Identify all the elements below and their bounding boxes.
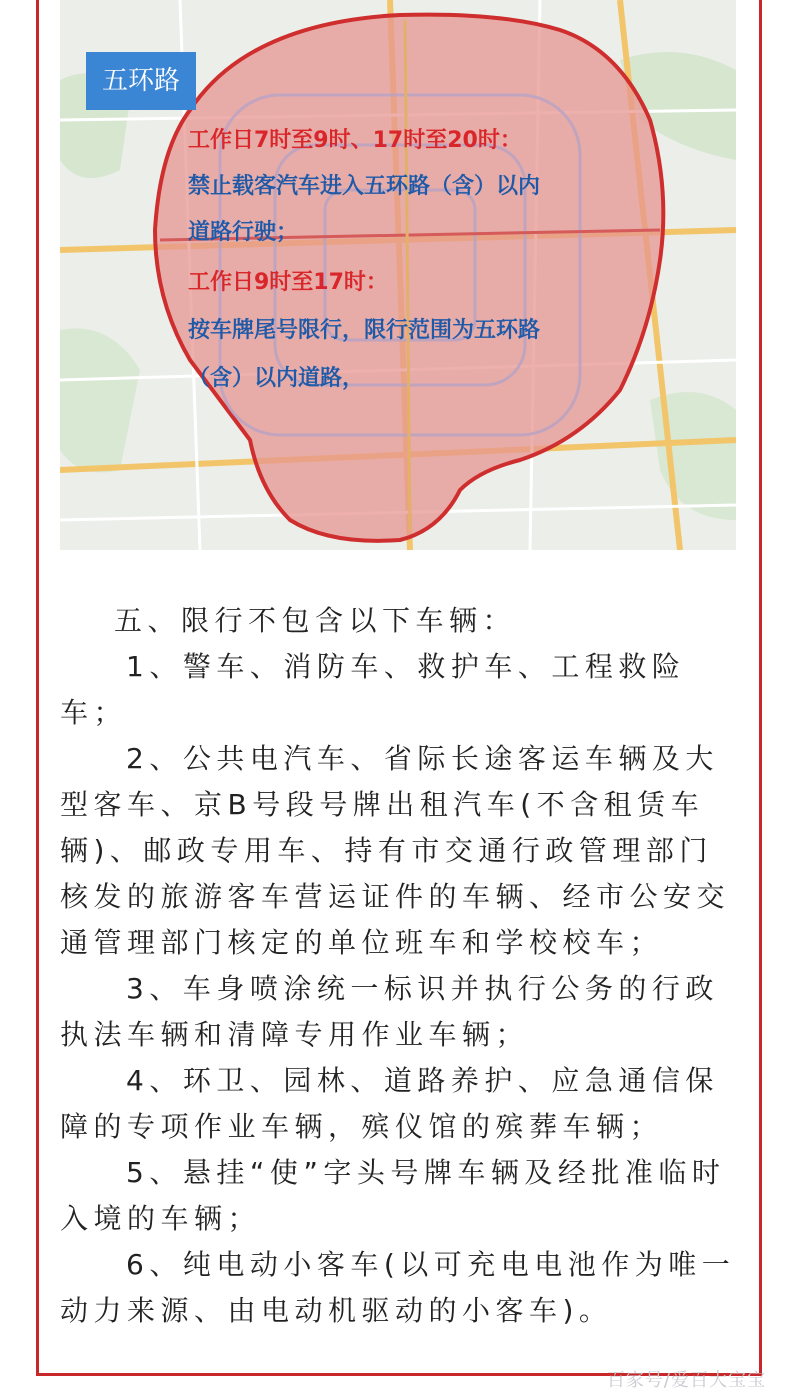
exemption-item-6: 6、纯电动小客车(以可充电电池作为唯一动力来源、由电动机驱动的小客车)。 — [60, 1248, 736, 1327]
exemption-item-2: 2、公共电汽车、省际长途客运车辆及大型客车、京B号段号牌出租汽车(不含租赁车辆)、邮政专用车、持有市交通行政管理部门核发的旅游客车营运证件的车辆、经市公安交通管理部门核定的单位班车和学校校车； — [60, 742, 731, 959]
exemption-item-4: 4、环卫、园林、道路养护、应急通信保障的专项作业车辆，殡仪馆的殡葬车辆； — [60, 1064, 719, 1143]
watermark: 百家号/爱百大宝宝 — [606, 1370, 766, 1391]
peak-ban-line-2: 道路行驶； — [188, 220, 299, 245]
exemption-item-1: 1、警车、消防车、救护车、工程救险车； — [60, 650, 686, 729]
plate-restriction-line-1: 按车牌尾号限行，限行范围为五环路 — [188, 318, 541, 343]
weekday-peak-hours: 工作日7时至9时、17时至20时： — [188, 128, 522, 153]
plate-restriction-line-2: （含）以内道路， — [188, 366, 365, 391]
exemption-section — [60, 598, 740, 1334]
weekday-day-hours: 工作日9时至17时： — [188, 270, 388, 295]
exemption-item-5: 5、悬挂“使”字头号牌车辆及经批准临时入境的车辆； — [60, 1156, 726, 1235]
peak-ban-line-1: 禁止载客汽车进入五环路（含）以内 — [188, 174, 541, 199]
section-heading: 五、限行不包含以下车辆： — [114, 604, 517, 637]
ring-road-label: 五环路 — [86, 52, 196, 110]
exemption-item-3: 3、车身喷涂统一标识并执行公务的行政执法车辆和清障专用作业车辆； — [60, 972, 719, 1051]
